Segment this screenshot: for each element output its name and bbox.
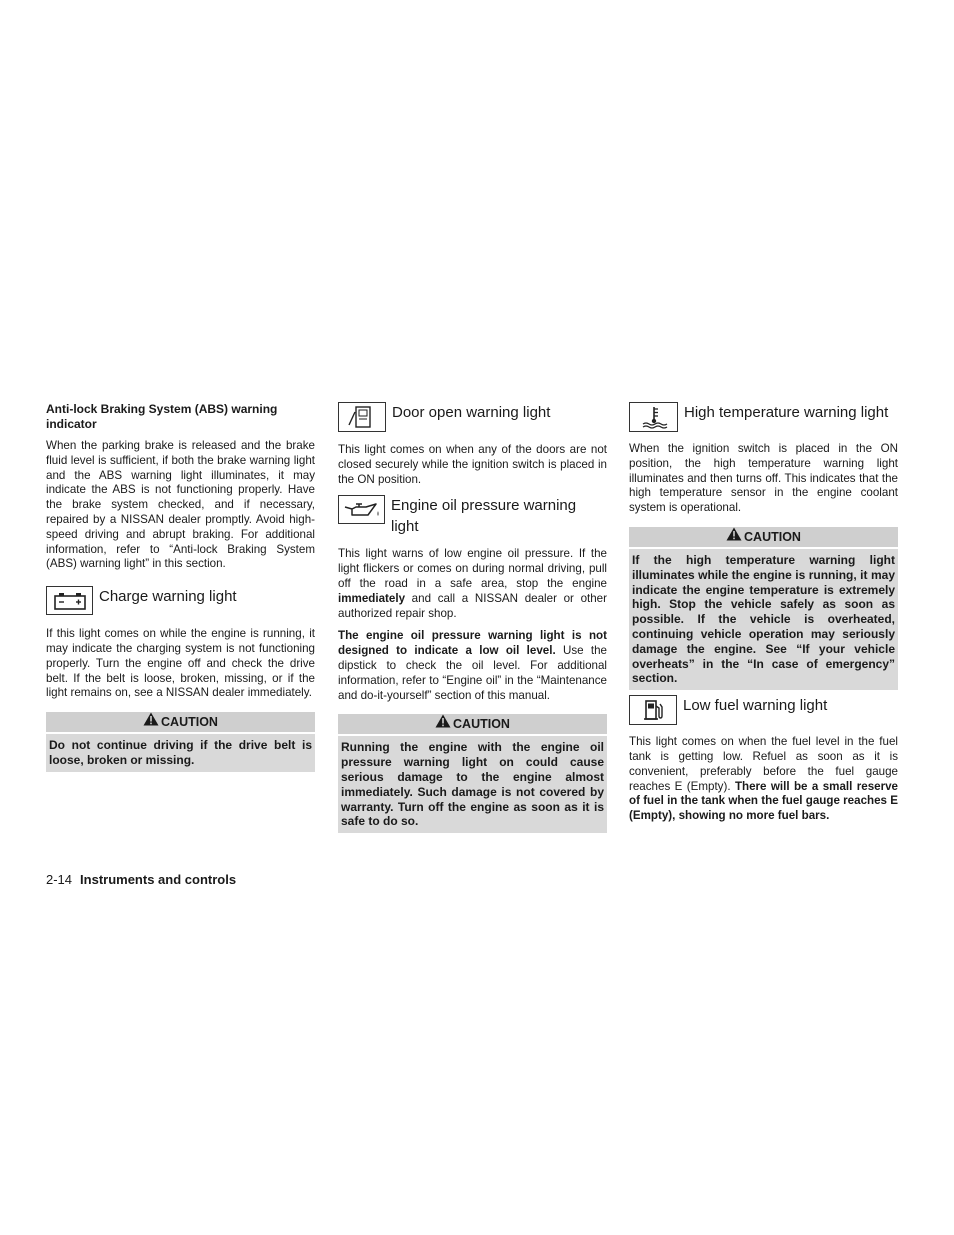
caution-header xyxy=(338,714,607,736)
column-left xyxy=(46,402,315,772)
oil-body-part1: This light warns of low engine oil pressure. If the light flickers or comes on during normal driving, pull off the road in a safe area, stop the engine xyxy=(338,547,607,590)
caution-text: Do not continue driving if the drive belt is loose, broken or missing. xyxy=(49,738,312,767)
caution-text: If the high temperature warning light illuminates while the engine is running, it may indicate the engine temperature is extremely high. Stop the vehicle safely as soon as possible. If the vehicle is overheated, continuing vehicle operation may seriously damage the engine. See “If your vehicle overheats” in the “In case of emergency” section. xyxy=(632,552,895,686)
caution-label: CAUTION xyxy=(161,715,218,730)
door-icon xyxy=(338,402,386,432)
caution-text: Running the engine with the engine oil pressure warning light on could cause serious damage to the engine almost immediately. Such damage is not covered by warranty. Turn off the engine as soon as it is safe to do so. xyxy=(341,740,604,829)
warning-triangle-icon xyxy=(143,712,159,732)
column-right xyxy=(629,402,898,824)
caution-header xyxy=(46,712,315,734)
oil-pressure-title: Engine oil pressure warning light xyxy=(391,497,577,536)
fuel-pump-icon xyxy=(629,695,677,725)
caution-header xyxy=(629,527,898,549)
oil-body-part2: and call a NISSAN dealer or other authorized repair shop. xyxy=(338,591,607,620)
abs-heading: Anti-lock Braking System (ABS) warning indicator xyxy=(46,402,278,431)
oil-note-rest: Use the dipstick to check the oil level. For additional information, refer to “Engine oil” in the “Maintenance and do-it-yourself” section of this manual. xyxy=(338,644,607,702)
charge-warning-heading xyxy=(46,586,315,615)
oil-pressure-heading xyxy=(338,495,607,537)
warning-triangle-icon xyxy=(435,714,451,734)
caution-box-drive-belt xyxy=(46,712,315,772)
section-title: Instruments and controls xyxy=(80,872,237,887)
high-temp-heading xyxy=(629,402,898,432)
fuel-body-part1: This light comes on when the fuel level in the fuel tank is getting low. Refuel as soon as it is convenient, preferably before the fuel gauge reaches E (Empty). xyxy=(629,735,898,793)
low-fuel-title: Low fuel warning light xyxy=(683,697,828,715)
battery-icon xyxy=(46,586,93,615)
oil-body xyxy=(338,547,607,621)
door-body: This light comes on when any of the doors are not closed securely while the ignition switch is placed in the ON position. xyxy=(338,443,607,486)
low-fuel-heading xyxy=(629,695,898,725)
warning-triangle-icon xyxy=(726,527,742,547)
charge-body: If this light comes on while the engine is running, it may indicate the charging system is not functioning properly. Turn the engine off and check the drive belt. If the belt is loose, broken, missing, or if the light remains on, see a NISSAN dealer immediately. xyxy=(46,627,315,700)
caution-label: CAUTION xyxy=(453,717,510,732)
oil-body-emphasis: immediately xyxy=(338,591,406,605)
coolant-temperature-icon xyxy=(629,402,678,432)
oil-note xyxy=(338,629,607,703)
door-warning-heading xyxy=(338,402,607,432)
column-middle xyxy=(338,402,607,833)
door-warning-title: Door open warning light xyxy=(392,404,551,421)
caution-label: CAUTION xyxy=(744,529,801,544)
fuel-body-emphasis: There will be a small reserve of fuel in the tank when the fuel gauge reaches E (Empty), showing no more fuel bars. xyxy=(629,779,898,823)
oil-note-emphasis: The engine oil pressure warning light is not designed to indicate a low oil level. xyxy=(338,629,607,658)
temp-body: When the ignition switch is placed in the ON position, the high temperature warning light illuminates and then turns off. This indicates that the high temperature sensor in the engine coolant system is operational. xyxy=(629,442,898,515)
high-temp-title: High temperature warning light xyxy=(684,404,889,421)
caution-box-high-temp xyxy=(629,527,898,690)
oil-can-icon xyxy=(338,495,385,524)
fuel-body xyxy=(629,735,898,824)
caution-box-oil-pressure xyxy=(338,714,607,833)
charge-warning-title: Charge warning light xyxy=(99,588,237,606)
page-footer xyxy=(46,872,236,888)
page-number: 2-14 xyxy=(46,872,73,887)
abs-body: When the parking brake is released and the brake fluid level is sufficient, if both the brake warning light and the ABS warning light illuminates, it may indicate the ABS is not functioning properly. Have the brake system checked, and if necessary, repaired by a NISSAN dealer promptly. Avoid high-speed driving and abrupt braking. For additional information, refer to “Anti-lock Braking System (ABS) warning light” in this section. xyxy=(46,439,315,571)
